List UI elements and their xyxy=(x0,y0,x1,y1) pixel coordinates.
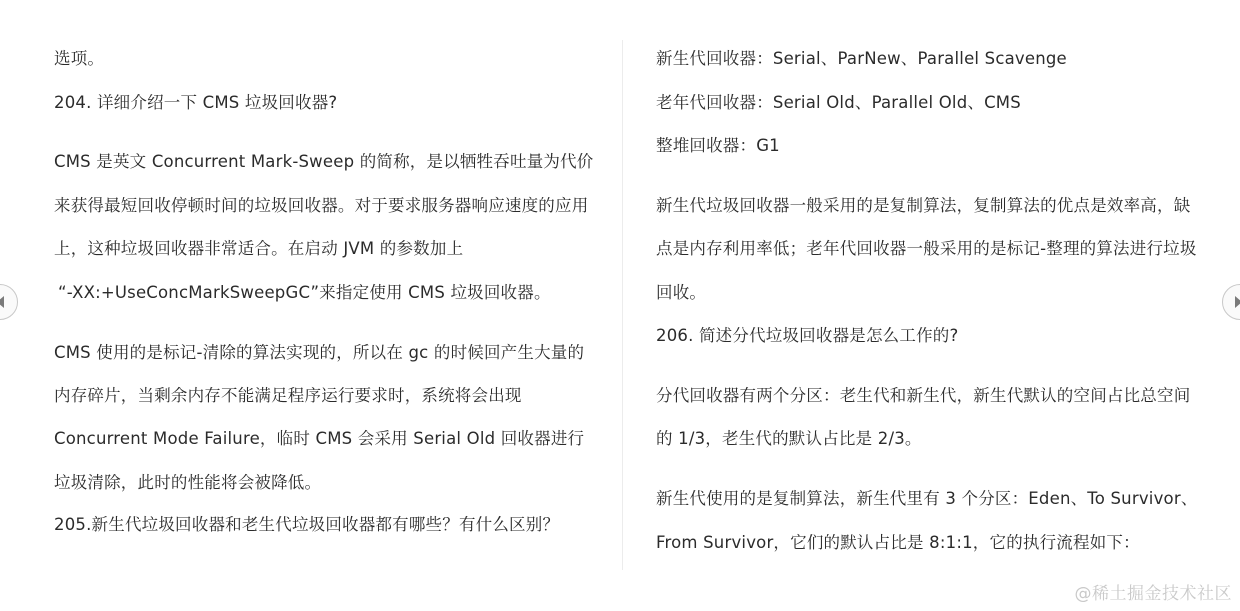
text-line: 内存碎片，当剩余内存不能满足程序运行要求时，系统将会出现 xyxy=(54,386,522,405)
text-line: 新生代回收器：Serial、ParNew、Parallel Scavenge xyxy=(656,49,1067,68)
text-line: 的 1/3，老生代的默认占比是 2/3。 xyxy=(656,429,922,448)
text-line: 选项。 xyxy=(54,49,105,68)
text-line: CMS 使用的是标记-清除的算法实现的，所以在 gc 的时候回产生大量的 xyxy=(54,343,585,362)
page-divider xyxy=(622,40,623,570)
text-line: “-XX:+UseConcMarkSweepGC”来指定使用 CMS 垃圾回收器。 xyxy=(58,283,551,302)
text-line: 回收。 xyxy=(656,283,707,302)
question-heading-204: 204. 详细介绍一下 CMS 垃圾回收器? xyxy=(54,93,338,112)
text-line: 分代回收器有两个分区：老生代和新生代，新生代默认的空间占比总空间 xyxy=(656,386,1191,405)
question-heading-206: 206. 简述分代垃圾回收器是怎么工作的? xyxy=(656,326,959,345)
text-line: 老年代回收器：Serial Old、Parallel Old、CMS xyxy=(656,93,1021,112)
text-line: Concurrent Mode Failure，临时 CMS 会采用 Serial Old 回收器进行 xyxy=(54,429,585,448)
text-line: 来获得最短回收停顿时间的垃圾回收器。对于要求服务器响应速度的应用 xyxy=(54,196,589,215)
text-line: 点是内存利用率低；老年代回收器一般采用的是标记-整理的算法进行垃圾 xyxy=(656,239,1197,258)
question-heading-205: 205.新生代垃圾回收器和老生代垃圾回收器都有哪些？有什么区别？ xyxy=(54,515,560,534)
chevron-right-icon xyxy=(1235,296,1240,308)
text-line: 新生代使用的是复制算法，新生代里有 3 个分区：Eden、To Survivor、 xyxy=(656,489,1198,508)
text-line: 垃圾清除，此时的性能将会被降低。 xyxy=(54,473,322,492)
text-line: 整堆回收器：G1 xyxy=(656,136,780,155)
text-line: 上，这种垃圾回收器非常适合。在启动 JVM 的参数加上 xyxy=(54,239,464,258)
text-line: CMS 是英文 Concurrent Mark-Sweep 的简称，是以牺牲吞吐量为代价 xyxy=(54,152,594,171)
text-line: 新生代垃圾回收器一般采用的是复制算法，复制算法的优点是效率高，缺 xyxy=(656,196,1191,215)
watermark: @稀土掘金技术社区 xyxy=(1074,584,1232,604)
chevron-left-icon xyxy=(0,296,4,308)
right-page xyxy=(624,0,1240,611)
text-line: From Survivor，它们的默认占比是 8:1:1，它的执行流程如下： xyxy=(656,533,1140,552)
